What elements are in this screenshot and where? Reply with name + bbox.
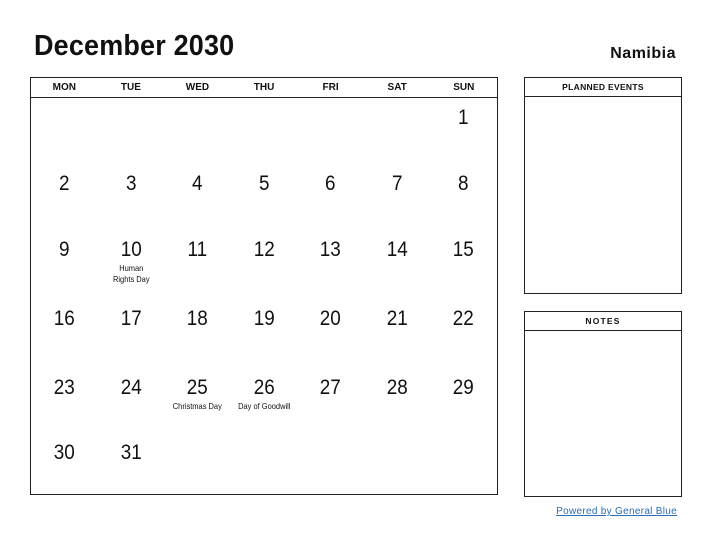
day-cell bbox=[98, 433, 165, 495]
day-cell bbox=[231, 164, 298, 230]
day-cell bbox=[297, 230, 364, 299]
day-number: 3 bbox=[125, 172, 137, 195]
day-number: 2 bbox=[59, 172, 70, 195]
day-cell bbox=[98, 368, 165, 433]
day-cell bbox=[98, 164, 165, 230]
days-grid bbox=[31, 98, 497, 495]
day-number: 30 bbox=[53, 441, 75, 464]
day-cell bbox=[31, 299, 98, 368]
day-number: 10 bbox=[120, 238, 142, 261]
powered-by-link[interactable]: Powered by General Blue bbox=[556, 506, 677, 517]
day-number bbox=[101, 98, 161, 106]
day-cell bbox=[231, 433, 298, 495]
day-cell bbox=[98, 299, 165, 368]
day-number: 21 bbox=[386, 307, 408, 330]
day-number: 25 bbox=[186, 376, 208, 399]
day-cell bbox=[164, 299, 231, 368]
weekday-thu: THU bbox=[253, 82, 275, 93]
week-row bbox=[31, 164, 497, 230]
day-number: 12 bbox=[253, 238, 275, 261]
day-number: 28 bbox=[386, 376, 408, 399]
day-cell bbox=[231, 98, 298, 164]
day-cell bbox=[164, 98, 231, 164]
day-number: 14 bbox=[386, 238, 408, 261]
day-number: 22 bbox=[453, 307, 475, 330]
day-number bbox=[367, 433, 427, 441]
day-cell bbox=[430, 230, 497, 299]
day-number: 9 bbox=[59, 238, 70, 261]
weekday-mon: MON bbox=[52, 82, 76, 93]
day-number bbox=[434, 433, 494, 441]
day-number bbox=[234, 433, 294, 441]
day-number: 15 bbox=[453, 238, 475, 261]
day-number: 13 bbox=[320, 238, 342, 261]
holiday-label: Christmas Day bbox=[172, 401, 222, 411]
day-cell bbox=[98, 230, 165, 299]
day-cell bbox=[164, 164, 231, 230]
day-number: 18 bbox=[186, 307, 208, 330]
day-cell bbox=[31, 98, 98, 164]
day-number: 11 bbox=[187, 238, 208, 261]
day-number: 19 bbox=[253, 307, 275, 330]
day-number: 26 bbox=[253, 376, 275, 399]
calendar-grid bbox=[30, 77, 498, 495]
day-number: 31 bbox=[120, 441, 142, 464]
day-cell bbox=[364, 98, 431, 164]
weekday-sun: SUN bbox=[453, 82, 475, 93]
day-cell bbox=[164, 230, 231, 299]
week-row bbox=[31, 98, 497, 164]
notes-panel bbox=[524, 311, 682, 497]
day-number bbox=[167, 98, 227, 106]
day-cell bbox=[231, 368, 298, 433]
day-number: 5 bbox=[258, 172, 270, 195]
day-cell bbox=[231, 230, 298, 299]
weekday-tue: TUE bbox=[120, 82, 141, 93]
week-row bbox=[31, 299, 497, 368]
page-title: December 2030 bbox=[34, 30, 235, 62]
day-number: 20 bbox=[320, 307, 342, 330]
day-cell bbox=[430, 299, 497, 368]
day-cell bbox=[31, 164, 98, 230]
week-row bbox=[31, 433, 497, 495]
day-number: 29 bbox=[453, 376, 475, 399]
weekday-sat: SAT bbox=[387, 82, 407, 93]
day-number bbox=[167, 433, 227, 441]
day-cell bbox=[430, 368, 497, 433]
day-cell bbox=[231, 299, 298, 368]
holiday-label: Human Rights Day bbox=[112, 263, 150, 284]
day-cell bbox=[297, 98, 364, 164]
day-number: 17 bbox=[120, 307, 142, 330]
day-cell bbox=[31, 433, 98, 495]
day-cell bbox=[430, 98, 497, 164]
day-number: 4 bbox=[192, 172, 203, 195]
day-number bbox=[301, 98, 361, 106]
day-number: 1 bbox=[458, 106, 470, 129]
day-cell bbox=[297, 299, 364, 368]
day-cell bbox=[364, 299, 431, 368]
day-cell bbox=[364, 230, 431, 299]
day-cell bbox=[297, 164, 364, 230]
day-cell bbox=[31, 368, 98, 433]
day-number: 16 bbox=[53, 307, 75, 330]
weekday-fri: FRI bbox=[322, 82, 339, 93]
day-cell bbox=[98, 98, 165, 164]
day-cell bbox=[430, 164, 497, 230]
holiday-label: Day of Goodwill bbox=[237, 401, 291, 411]
day-number bbox=[34, 98, 94, 106]
weekday-wed: WED bbox=[185, 82, 210, 93]
day-cell bbox=[297, 368, 364, 433]
day-number: 27 bbox=[320, 376, 342, 399]
week-row bbox=[31, 230, 497, 299]
day-number: 8 bbox=[458, 172, 470, 195]
week-row bbox=[31, 368, 497, 433]
day-cell bbox=[297, 433, 364, 495]
day-number bbox=[234, 98, 294, 106]
day-number bbox=[367, 98, 427, 106]
day-number: 7 bbox=[391, 172, 403, 195]
planned-events-panel bbox=[524, 77, 682, 294]
day-number: 23 bbox=[53, 376, 75, 399]
day-cell bbox=[164, 433, 231, 495]
day-number: 6 bbox=[325, 172, 336, 195]
weekday-header bbox=[31, 78, 497, 98]
day-cell bbox=[31, 230, 98, 299]
day-cell bbox=[364, 164, 431, 230]
day-number bbox=[301, 433, 361, 441]
day-cell bbox=[164, 368, 231, 433]
day-cell bbox=[364, 433, 431, 495]
country-label: Namibia bbox=[610, 45, 676, 62]
day-number: 24 bbox=[120, 376, 142, 399]
notes-header: NOTES bbox=[525, 312, 681, 331]
planned-events-header: PLANNED EVENTS bbox=[525, 78, 681, 97]
day-cell bbox=[430, 433, 497, 495]
day-cell bbox=[364, 368, 431, 433]
